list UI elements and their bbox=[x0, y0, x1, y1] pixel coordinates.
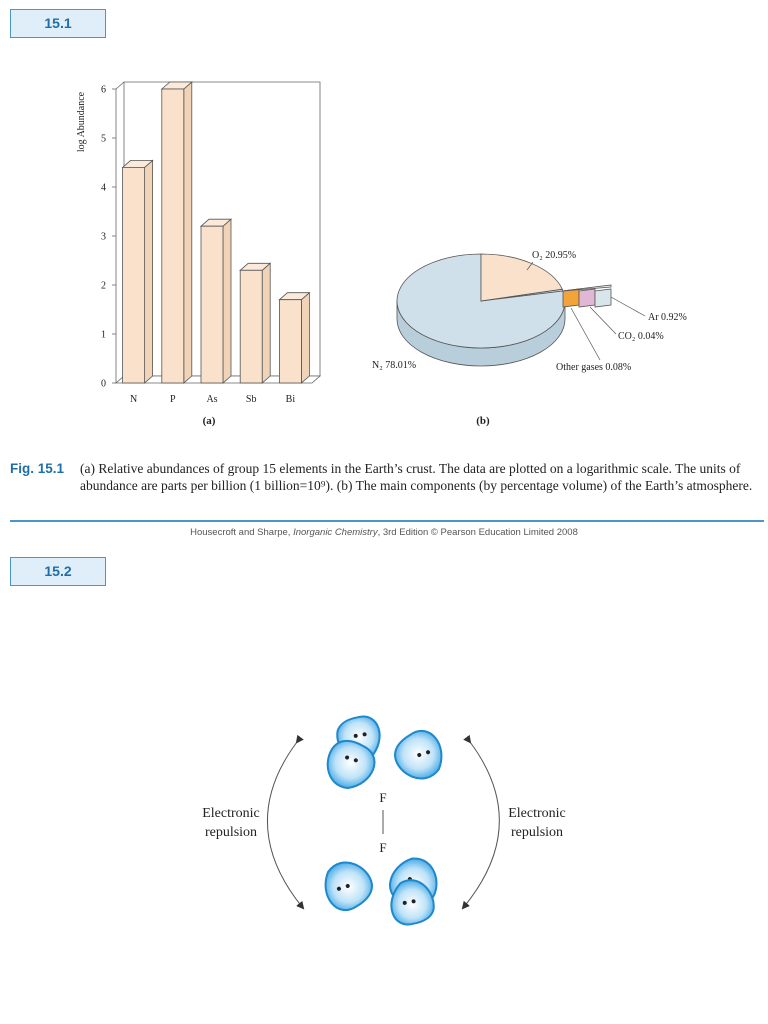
figure-15-1-label: 15.1 bbox=[10, 9, 106, 38]
slice-small-2 bbox=[595, 289, 611, 307]
panel-a-label: (a) bbox=[202, 415, 216, 427]
y-tick-label: 3 bbox=[101, 231, 106, 243]
x-tick-label: N bbox=[129, 394, 138, 405]
x-tick-label: Sb bbox=[245, 394, 257, 405]
figure-15-2-label: 15.2 bbox=[10, 557, 106, 586]
bar-Sb bbox=[240, 263, 270, 383]
bar-side bbox=[145, 160, 153, 383]
y-tick-label: 1 bbox=[101, 329, 106, 341]
bar-front bbox=[162, 89, 184, 383]
bar-front bbox=[240, 270, 262, 383]
label-n2: N₂ 78.01% bbox=[372, 360, 417, 371]
slice-small-0 bbox=[563, 289, 579, 307]
leader-ar bbox=[611, 297, 645, 316]
slice-face bbox=[579, 289, 595, 307]
panel-b-label: (b) bbox=[476, 415, 490, 427]
y-axis-label: log Abundance bbox=[76, 91, 87, 153]
lone-pair-lobe-top-right bbox=[388, 724, 451, 787]
label-o2: O₂ 20.95% bbox=[532, 250, 577, 261]
bar-P bbox=[162, 82, 192, 383]
bar-Bi bbox=[279, 293, 309, 383]
figure-15-1-charts bbox=[0, 0, 768, 440]
left-repulsion-arrow bbox=[267, 742, 303, 908]
y-tick-label: 4 bbox=[101, 182, 106, 194]
bar-front bbox=[201, 226, 223, 383]
bar-N bbox=[123, 160, 153, 383]
y-tick-label: 0 bbox=[101, 378, 106, 390]
credit-post: , 3rd Edition © Pearson Education Limited 2008 bbox=[377, 527, 578, 538]
left-label-line2: repulsion bbox=[204, 825, 258, 840]
bar-chart bbox=[76, 82, 320, 405]
bar-side bbox=[223, 219, 231, 383]
bar-side bbox=[301, 293, 309, 383]
bar-front bbox=[123, 167, 145, 383]
caption-divider bbox=[10, 520, 764, 522]
repulsion-diagram bbox=[0, 600, 768, 1020]
x-tick-label: As bbox=[206, 394, 218, 405]
credit-line bbox=[0, 527, 768, 538]
left-label-line1: Electronic bbox=[202, 806, 260, 821]
bar-side bbox=[184, 82, 192, 383]
credit-pre: Housecroft and Sharpe, bbox=[190, 527, 294, 538]
slice-face bbox=[595, 289, 611, 307]
right-repulsion-arrow bbox=[463, 742, 499, 908]
y-tick-label: 5 bbox=[101, 133, 106, 145]
leader-other-gases bbox=[571, 308, 600, 360]
fluorine-atom-bottom: F bbox=[379, 840, 387, 855]
x-tick-label: Bi bbox=[285, 394, 296, 405]
label-other-gases: Other gases 0.08% bbox=[556, 362, 632, 373]
caption-text: (a) Relative abundances of group 15 elements in the Earth’s crust. The data are plotted on a logarithmic scale. The units of abundance are parts per billion (1 billion=10⁹). (b) The main components (by percentage volume) of the Earth’s atmosphere. bbox=[80, 461, 753, 493]
lone-pair-lobe-bottom-left bbox=[316, 853, 379, 916]
slice-small-1 bbox=[579, 289, 595, 307]
y-tick-label: 6 bbox=[101, 84, 106, 96]
figure-caption bbox=[10, 460, 760, 494]
label-ar: Ar 0.92% bbox=[648, 312, 687, 323]
label-co2: CO₂ 0.04% bbox=[618, 331, 664, 342]
bar-side bbox=[262, 263, 270, 383]
pie-chart bbox=[372, 250, 687, 373]
credit-book: Inorganic Chemistry bbox=[293, 527, 378, 538]
y-axis-top-edge bbox=[116, 82, 124, 89]
fluorine-atom-top: F bbox=[379, 790, 387, 805]
caption-label: Fig. 15.1 bbox=[10, 461, 65, 476]
right-label-line1: Electronic bbox=[508, 806, 566, 821]
x-tick-label: P bbox=[170, 394, 176, 405]
bar-front bbox=[279, 300, 301, 383]
right-label-line2: repulsion bbox=[510, 825, 564, 840]
bar-As bbox=[201, 219, 231, 383]
leader-co2 bbox=[590, 307, 616, 334]
slice-face bbox=[563, 289, 579, 307]
y-tick-label: 2 bbox=[101, 280, 106, 292]
